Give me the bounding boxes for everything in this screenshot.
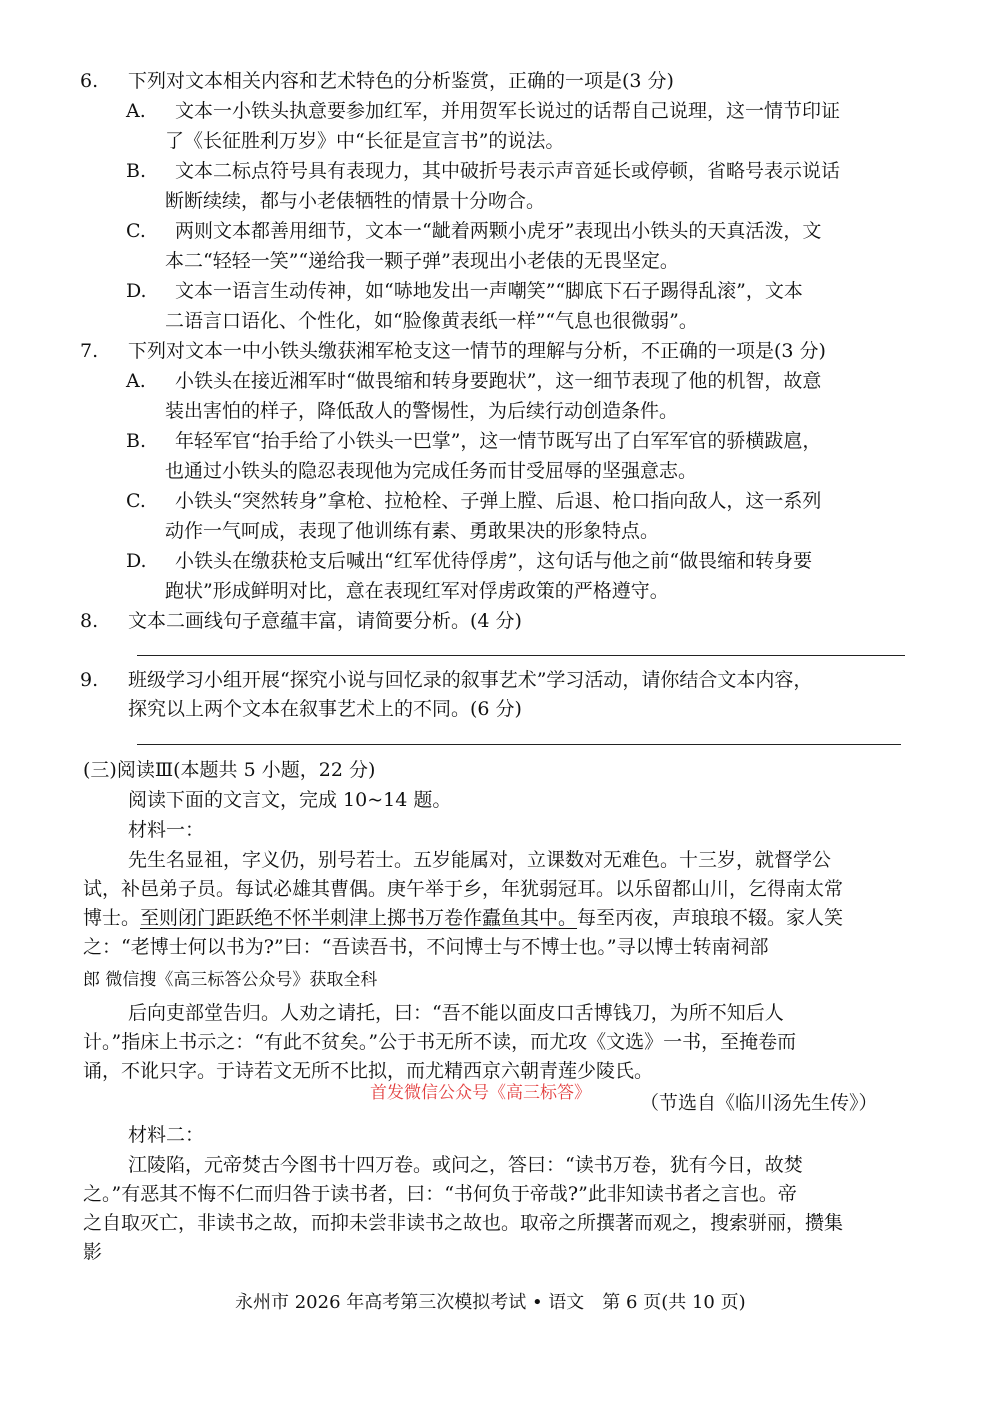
q7-number: 7. — [80, 340, 99, 362]
q6-option-d-line2: 二语言口语化、个性化，如“脸像黄表纸一样”“气息也很微弱”。 — [165, 310, 698, 332]
q7-option-a-line1: 小铁头在接近湘军时“做畏缩和转身要跑状”，这一细节表现了他的机智，故意 — [175, 370, 822, 392]
q6-option-a-line1: 文本一小铁头执意要参加红军，并用贺军长说过的话帮自己说理，这一情节印证 — [175, 100, 841, 122]
q6-option-a-line2: 了《长征胜利万岁》中“长征是宣言书”的说法。 — [165, 130, 565, 152]
material-2-line-4: 影 — [83, 1241, 103, 1263]
material-1-line-2: 试，补邑弟子员。每试必雄其曹偶。庚午举于乡，年犹弱冠耳。以乐留都山川，乞得南太常 — [83, 878, 844, 900]
material-1-line-5-text: 郎 — [83, 970, 100, 990]
q6-number: 6. — [80, 70, 99, 92]
q8-number: 8. — [80, 610, 99, 632]
q7-option-b-line1: 年轻军官“抬手给了小铁头一巴掌”，这一情节既写出了白军军官的骄横跋扈， — [175, 430, 822, 452]
material-2-line-2: 之。”有恶其不悔不仁而归咎于读书者，曰：“书何负于帝哉?”此非知读书者之言也。帝 — [83, 1183, 797, 1205]
q7-option-d-line2: 跑状”形成鲜明对比，意在表现红军对俘虏政策的严格遵守。 — [165, 580, 669, 602]
q6-option-a-letter: A. — [126, 100, 146, 122]
material-1-line-8: 诵，不讹只字。于诗若文无所不比拟，而尤精西京六朝青莲少陵氏。 — [83, 1060, 654, 1082]
material-1-source: （节选自《临川汤先生传》） — [640, 1092, 878, 1114]
q9-number: 9. — [80, 669, 99, 691]
material-1-line-3-end: 每至丙夜，声琅琅不辍。家人笑 — [577, 907, 844, 929]
q6-option-c-letter: C. — [126, 220, 146, 242]
q7-option-c-line2: 动作一气呵成，表现了他训练有素、勇敢果决的形象特点。 — [165, 520, 660, 542]
q6-stem: 下列对文本相关内容和艺术特色的分析鉴赏，正确的一项是(3 分) — [128, 70, 674, 92]
q7-option-b-letter: B. — [126, 430, 147, 452]
q7-option-d-letter: D. — [126, 550, 147, 572]
q7-option-a-line2: 装出害怕的样子，降低敌人的警惕性，为后续行动创造条件。 — [165, 400, 679, 422]
material-1-line-1: 先生名显祖，字义仍，别号若士。五岁能属对，立课数对无难色。十三岁，就督学公 — [128, 849, 832, 871]
q9-line2: 探究以上两个文本在叙事艺术上的不同。(6 分) — [128, 698, 522, 720]
material-1-line-6: 后向吏部堂告归。人劝之请托，曰：“吾不能以面皮口舌博钱刀，为所不知后人 — [128, 1002, 784, 1024]
q6-option-c-line1: 两则文本都善用细节，文本一“龇着两颗小虎牙”表现出小铁头的天真活泼，文 — [175, 220, 822, 242]
q6-option-c-line2: 本二“轻轻一笑”“递给我一颗子弹”表现出小老俵的无畏坚定。 — [165, 250, 679, 272]
q7-option-c-line1: 小铁头“突然转身”拿枪、拉枪栓、子弹上膛、后退、枪口指向敌人，这一系列 — [175, 490, 822, 512]
q7-option-b-line2: 也通过小铁头的隐忍表现他为完成任务而甘受屈辱的坚强意志。 — [165, 460, 698, 482]
page-footer: 永州市 2026 年高考第三次模拟考试 • 语文 第 6 页(共 10 页) — [235, 1292, 746, 1313]
q6-option-b-line1: 文本二标点符号具有表现力，其中破折号表示声音延长或停顿，省略号表示说话 — [175, 160, 841, 182]
q7-option-a-letter: A. — [126, 370, 146, 392]
watermark-wechat-search: 微信搜《高三标答公众号》获取全科 — [105, 970, 378, 990]
material-1-line-3-start: 博士。 — [83, 907, 141, 929]
material-2-line-3: 之自取灭亡，非读书之故，而抑未尝非读书之故也。取帝之所撰著而观之，搜索骈丽，攒集 — [83, 1212, 844, 1234]
q7-option-d-line1: 小铁头在缴获枪支后喊出“红军优待俘虏”，这句话与他之前“做畏缩和转身要 — [175, 550, 813, 572]
section-intro: 阅读下面的文言文，完成 10~14 题。 — [128, 789, 452, 811]
q7-option-c-letter: C. — [126, 490, 146, 512]
material-1-line-4: 之：“老博士何以书为?”曰：“吾读吾书，不问博士与不博士也。”寻以博士转南祠部 — [83, 936, 769, 958]
material-2-line-1: 江陵陷，元帝焚古今图书十四万卷。或问之，答曰：“读书万卷，犹有今日，故焚 — [128, 1154, 803, 1176]
q6-option-b-letter: B. — [126, 160, 147, 182]
q9-answer-line[interactable] — [137, 744, 901, 745]
material-1-title: 材料一： — [128, 819, 205, 841]
watermark-red: 首发微信公众号《高三标答》 — [370, 1083, 591, 1103]
material-1-line-5 — [83, 967, 377, 993]
q7-stem: 下列对文本一中小铁头缴获湘军枪支这一情节的理解与分析，不正确的一项是(3 分) — [128, 340, 826, 362]
material-2-title: 材料二： — [128, 1124, 205, 1146]
q6-option-b-line2: 断断续续，都与小老俵牺牲的情景十分吻合。 — [165, 190, 546, 212]
q6-option-d-line1: 文本一语言生动传神，如“哧地发出一声嘲笑”“脚底下石子踢得乱滚”，文本 — [175, 280, 803, 302]
material-1-line-3 — [83, 905, 843, 931]
q8-answer-line[interactable] — [137, 655, 905, 656]
underlined-sentence: 至则闭门距跃绝不怀半刺津上掷书万卷作蠹鱼其中。 — [140, 907, 578, 929]
q8-stem: 文本二画线句子意蕴丰富，请简要分析。(4 分) — [128, 610, 522, 632]
material-1-line-7: 计。”指床上书示之：“有此不贫矣。”公于书无所不读，而尤攻《文选》一书，至掩卷而 — [83, 1031, 797, 1053]
q6-option-d-letter: D. — [126, 280, 147, 302]
section-title: (三)阅读Ⅲ(本题共 5 小题，22 分) — [83, 759, 376, 781]
q9-line1: 班级学习小组开展“探究小说与回忆录的叙事艺术”学习活动，请你结合文本内容， — [128, 669, 813, 691]
